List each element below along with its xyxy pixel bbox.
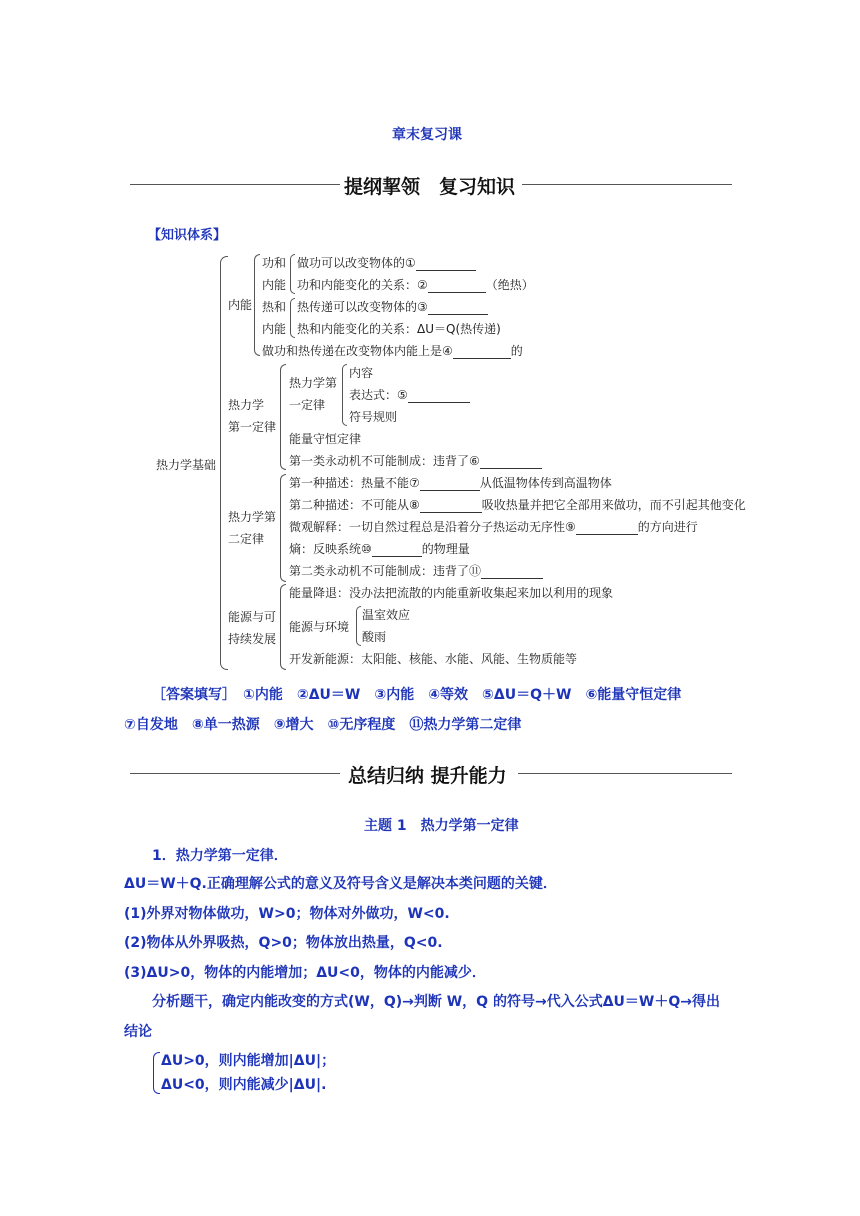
divider-right	[518, 773, 732, 774]
map-line: 功和内能变化的关系：② （绝热）	[297, 278, 534, 292]
map-line: 做功和热传递在改变物体内能上是④ 的	[262, 344, 523, 358]
sub-label: 能源与环境	[289, 620, 350, 634]
topic-title: 主题 1 热力学第一定律	[364, 818, 519, 834]
paragraph: 分析题干，确定内能改变的方式(W，Q)→判断 W，Q 的符号→代入公式ΔU＝W＋Q→得出	[152, 994, 720, 1010]
divider-right	[522, 184, 732, 185]
paragraph: ΔU＝W＋Q.正确理解公式的意义及符号含义是解决本类问题的关键．	[124, 876, 557, 892]
map-line: 内容	[349, 366, 374, 380]
map-line: 做功可以改变物体的①	[297, 254, 476, 271]
answer-line-2: ⑦自发地 ⑧单一热源 ⑨增大 ⑩无序程度 ⑪热力学第二定律	[124, 717, 522, 733]
map-line: 熵：反映系统⑩ 的物理量	[289, 542, 470, 556]
branch-label: 第一定律	[228, 420, 277, 434]
map-line: 符号规则	[349, 410, 398, 424]
map-line: 第二类永动机不可能制成：违背了⑪	[289, 562, 543, 579]
group-label: 内能	[262, 278, 287, 292]
map-line: 第一种描述：热量不能⑦ 从低温物体传到高温物体	[289, 476, 612, 490]
brace-b2	[280, 364, 286, 470]
divider-left	[130, 184, 340, 185]
branch-label: 能源与可	[228, 610, 277, 624]
brace-b4-sub	[356, 606, 361, 646]
group-label: 内能	[262, 322, 287, 336]
map-line: 酸雨	[362, 630, 387, 644]
conclusion-line: ΔU>0，则内能增加|ΔU|；	[161, 1053, 336, 1069]
map-line: 热传递可以改变物体的③	[297, 298, 488, 315]
section-title-2: 总结归纳 提升能力	[348, 765, 507, 787]
map-root: 热力学基础	[156, 458, 217, 472]
map-line: 温室效应	[362, 608, 411, 622]
paragraph: 1．热力学第一定律．	[152, 848, 288, 864]
map-line: 表达式：⑤	[349, 386, 470, 403]
conclusion-brace	[153, 1052, 160, 1094]
branch-label: 热力学第	[228, 510, 277, 524]
sub-label: 热力学第	[289, 376, 338, 390]
paragraph: 结论	[124, 1024, 152, 1040]
map-line: 第二种描述：不可能从⑧ 吸收热量并把它全部用来做功，而不引起其他变化	[289, 498, 746, 512]
map-line: 能量降退：没办法把流散的内能重新收集起来加以利用的现象	[289, 586, 614, 600]
map-line: 第一类永动机不可能制成：违背了⑥	[289, 452, 542, 469]
page-title: 章末复习课	[392, 127, 462, 143]
branch-label: 持续发展	[228, 632, 277, 646]
conclusion-line: ΔU<0，则内能减少|ΔU|.	[161, 1077, 327, 1093]
brace-b2-sub	[342, 364, 347, 426]
divider-left	[130, 773, 340, 774]
map-line: 开发新能源：太阳能、核能、水能、风能、生物质能等	[289, 652, 578, 666]
paragraph: (1)外界对物体做功，W>0；物体对外做功，W<0.	[124, 906, 450, 922]
sub-label: 一定律	[289, 398, 326, 412]
map-line: 微观解释：一切自然过程总是沿着分子热运动无序性⑨ 的方向进行	[289, 520, 698, 534]
group-label: 热和	[262, 300, 287, 314]
root-brace	[220, 256, 228, 670]
knowledge-label: 【知识体系】	[148, 228, 227, 243]
brace-g2	[290, 298, 295, 338]
map-line: 能量守恒定律	[289, 432, 362, 446]
branch-label: 二定律	[228, 532, 265, 546]
group-label: 功和	[262, 256, 287, 270]
map-line: 热和内能变化的关系：ΔU＝Q(热传递)	[297, 322, 501, 336]
section-title-1: 提纲挈领 复习知识	[344, 176, 516, 198]
brace-b3	[280, 474, 286, 582]
paragraph: (2)物体从外界吸热，Q>0；物体放出热量，Q<0.	[124, 935, 443, 951]
brace-b1	[254, 254, 260, 356]
brace-b4	[280, 584, 286, 670]
paragraph: (3)ΔU>0，物体的内能增加；ΔU<0，物体的内能减少．	[124, 965, 486, 981]
branch-label: 热力学	[228, 398, 265, 412]
brace-g1	[290, 254, 295, 294]
answer-line-1: ［答案填写］ ①内能 ②ΔU＝W ③内能 ④等效 ⑤ΔU＝Q＋W ⑥能量守恒定律	[152, 687, 682, 703]
branch-neineng: 内能	[228, 298, 253, 312]
